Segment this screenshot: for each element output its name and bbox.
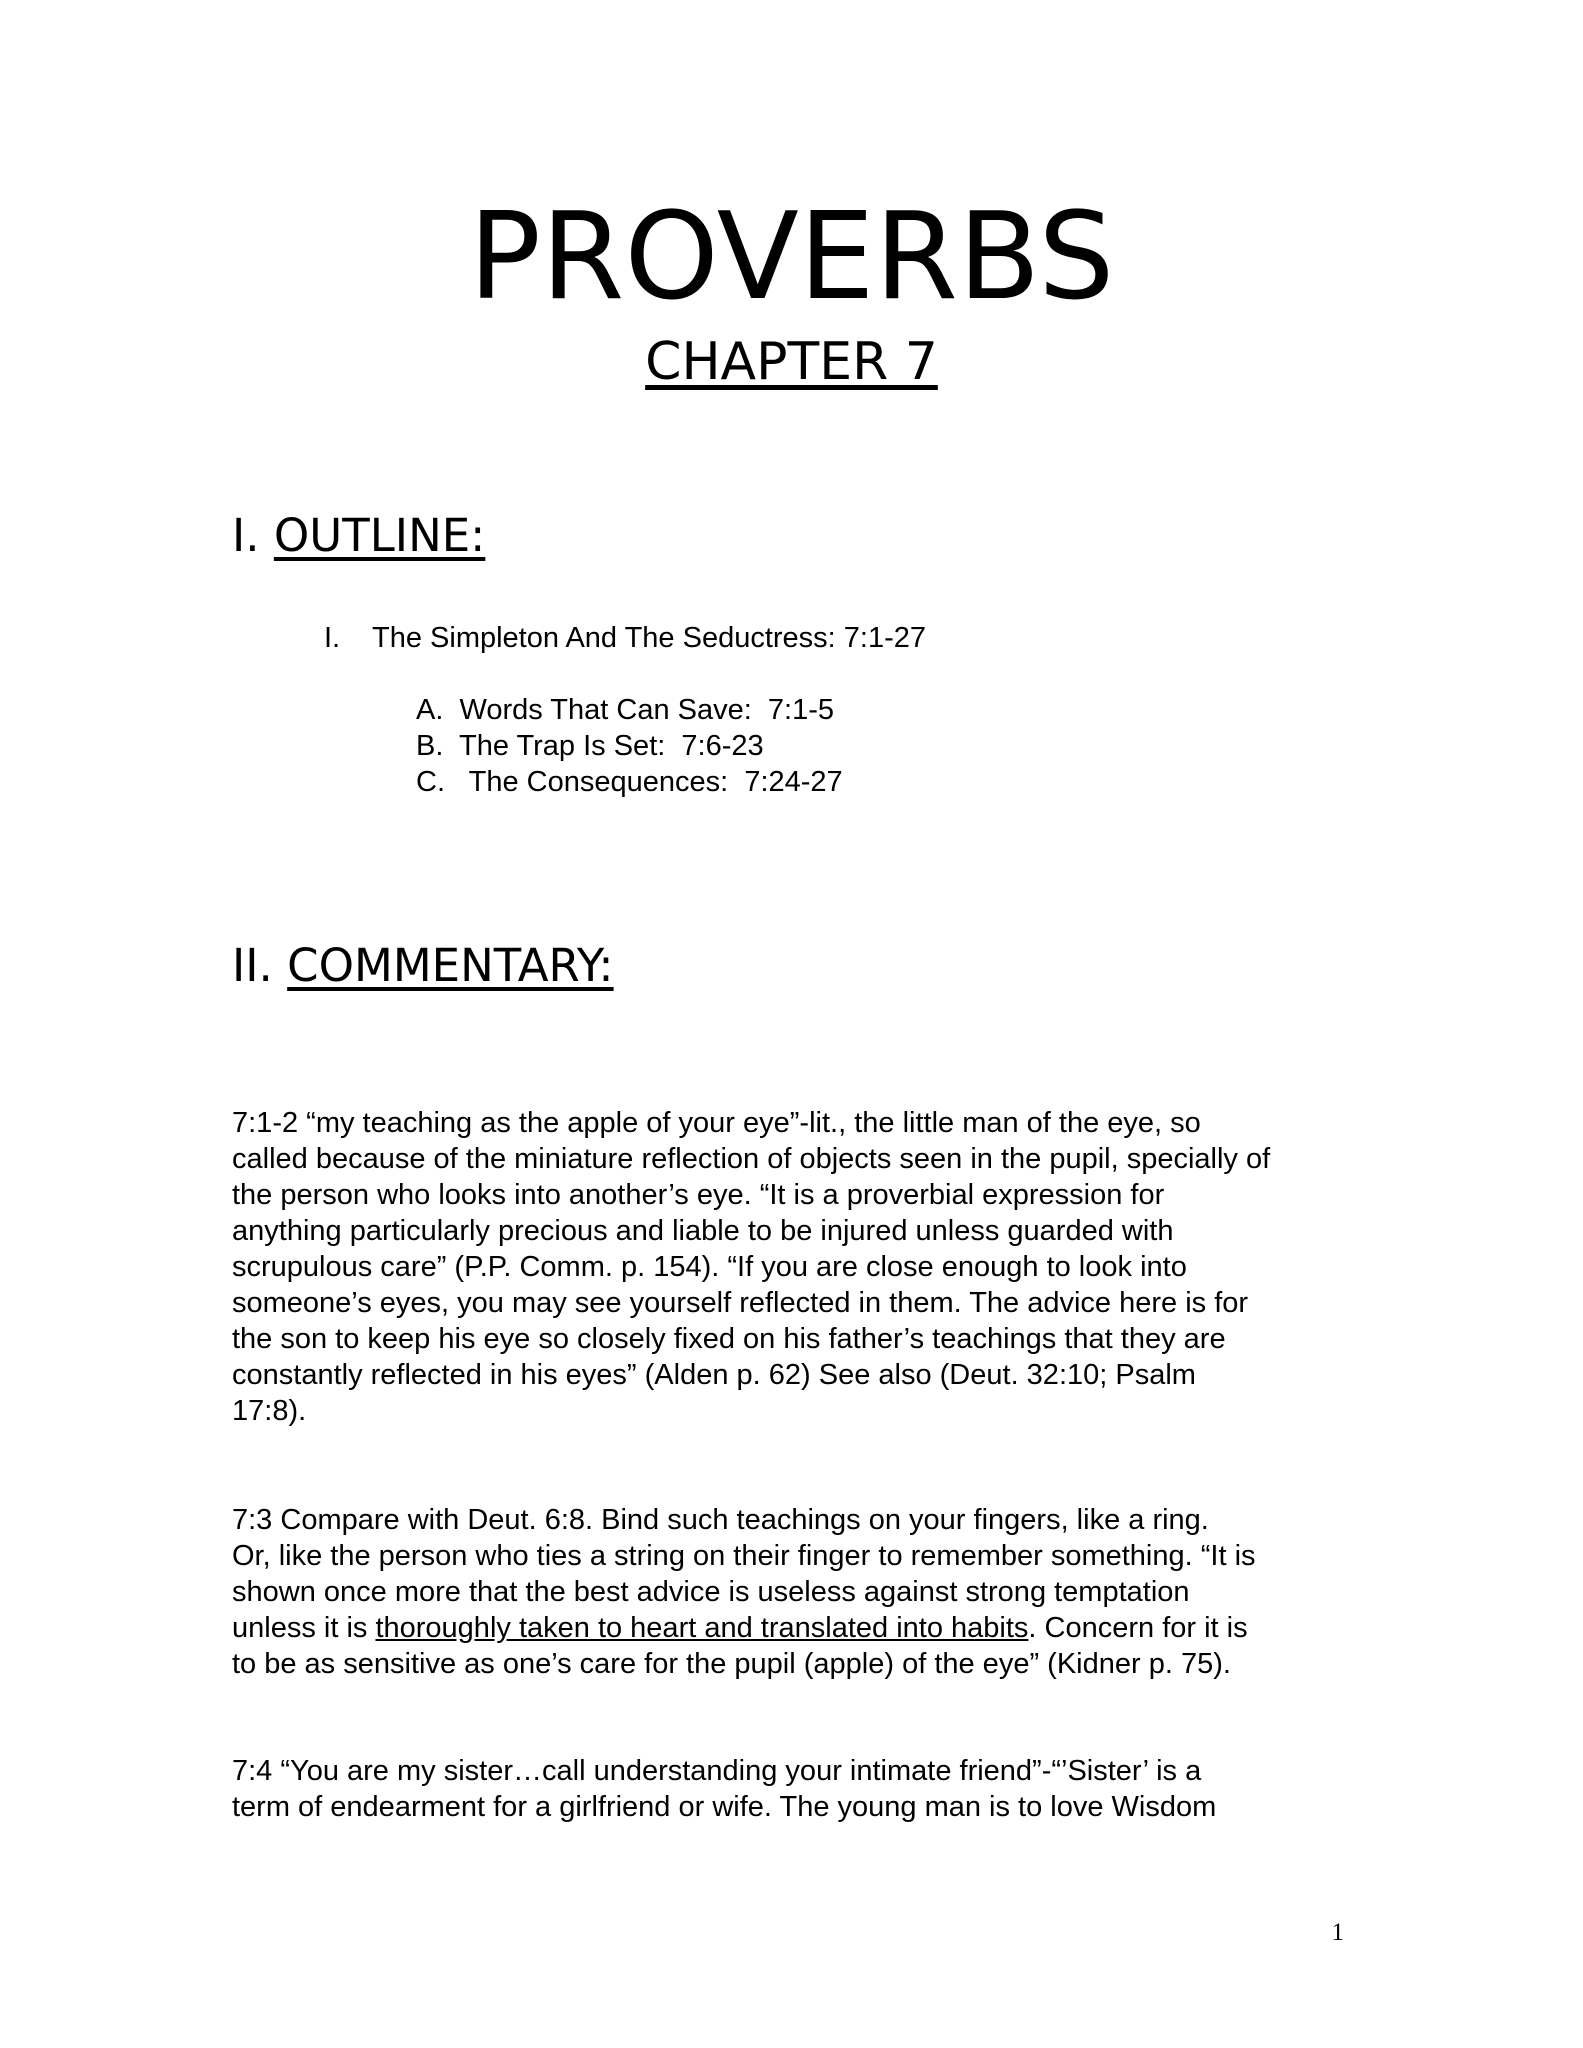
outline-heading-text: OUTLINE: (273, 509, 486, 562)
commentary-paragraph-7-4: 7:4 “You are my sister…call understanding your intimate friend”-“’Sister’ is a term of endearment for a girlfriend or wife. The young man is to love Wisdom (232, 1755, 1217, 1823)
paragraph-text-after: . Concern for it is to be as sensitive as one’s care for the pupil (apple) of the eye” (Kidner p. 75). (232, 1612, 1248, 1680)
outline-heading (232, 508, 485, 564)
commentary-heading (232, 938, 614, 994)
underlined-phrase: thoroughly taken to heart and translated into habits (375, 1612, 1029, 1644)
outline-main-text: The Simpleton And The Seductress: 7:1-27 (372, 622, 927, 654)
chapter-title-text: CHAPTER 7 (645, 332, 938, 392)
outline-sub-item-a: A. Words That Can Save: 7:1-5 (416, 694, 835, 726)
commentary-heading-text: COMMENTARY: (287, 939, 614, 992)
outline-sub-item-c: C. The Consequences: 7:24-27 (416, 766, 843, 798)
outline-sub-item-b: B. The Trap Is Set: 7:6-23 (416, 730, 764, 762)
commentary-paragraph-7-3 (232, 1502, 1362, 1682)
page-title: PROVERBS (468, 188, 1115, 327)
outline-main-item (324, 620, 926, 656)
commentary-paragraph-7-1-2: 7:1-2 “my teaching as the apple of your eye”-lit., the little man of the eye, so called because of the miniature reflection of objects seen in the pupil, specially of the person who looks into another’s eye. “It is a proverbial expression for anything particularly precious and liable to be injured unless guarded with scrupulous care” (P.P. Comm. p. 154). “If you are close enough to look into someone’s eyes, you may see yourself reflected in them. The advice here is for the son to keep his eye so closely fixed on his father’s teachings that they are constantly reflected in his eyes” (Alden p. 62) See also (Deut. 32:10; Psalm 17:8). (232, 1107, 1271, 1427)
outline-numeral: I. (232, 509, 260, 562)
page-number: 1 (1331, 1919, 1344, 1946)
paragraph-text-before: 7:3 Compare with Deut. 6:8. Bind such teachings on your fingers, like a ring. Or, like the person who ties a string on their finger to remember something. “It is shown once more that the best advice is useless against strong temptation unless it is (232, 1504, 1256, 1644)
outline-main-numeral: I. (324, 622, 341, 654)
commentary-numeral: II. (232, 939, 273, 992)
outline-sub-list (416, 692, 843, 800)
chapter-title (0, 330, 1583, 394)
